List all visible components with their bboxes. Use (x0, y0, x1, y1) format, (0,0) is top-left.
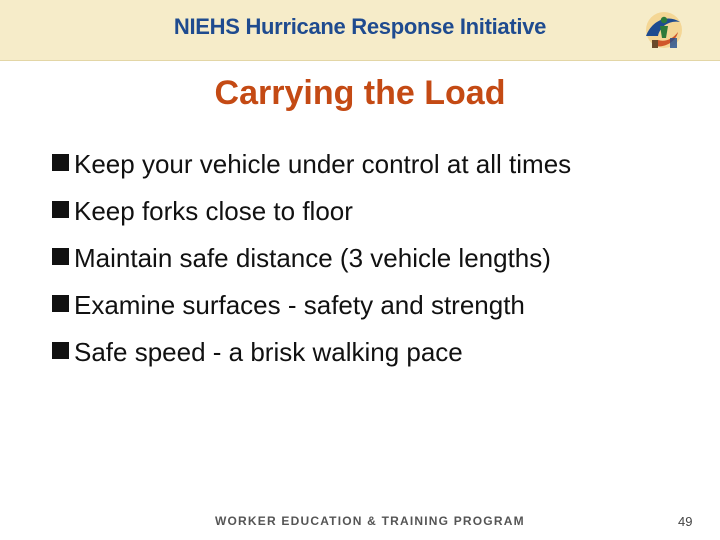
bullet-text: Safe speed - a brisk walking pace (74, 337, 463, 367)
page-number: 49 (678, 514, 693, 529)
header-band (0, 0, 720, 61)
square-bullet-icon (52, 342, 69, 359)
list-item (52, 334, 571, 381)
bullet-text: Examine surfaces - safety and strength (74, 290, 525, 320)
square-bullet-icon (52, 201, 69, 218)
footer-organization: WORKER EDUCATION & TRAINING PROGRAM (215, 514, 525, 528)
square-bullet-icon (52, 154, 69, 171)
list-item (52, 146, 571, 193)
hurricane-response-logo-icon (638, 6, 688, 56)
slide-title: Carrying the Load (214, 74, 506, 112)
square-bullet-icon (52, 295, 69, 312)
bullet-text: Keep your vehicle under control at all times (74, 149, 572, 179)
bullet-text: Keep forks close to floor (74, 196, 353, 226)
list-item (52, 287, 571, 334)
square-bullet-icon (52, 248, 69, 265)
list-item (52, 193, 571, 240)
bullet-text: Maintain safe distance (3 vehicle lengths) (74, 243, 551, 273)
list-item (52, 240, 571, 287)
bullet-list (52, 146, 571, 381)
header-title: NIEHS Hurricane Response Initiative (173, 14, 547, 39)
